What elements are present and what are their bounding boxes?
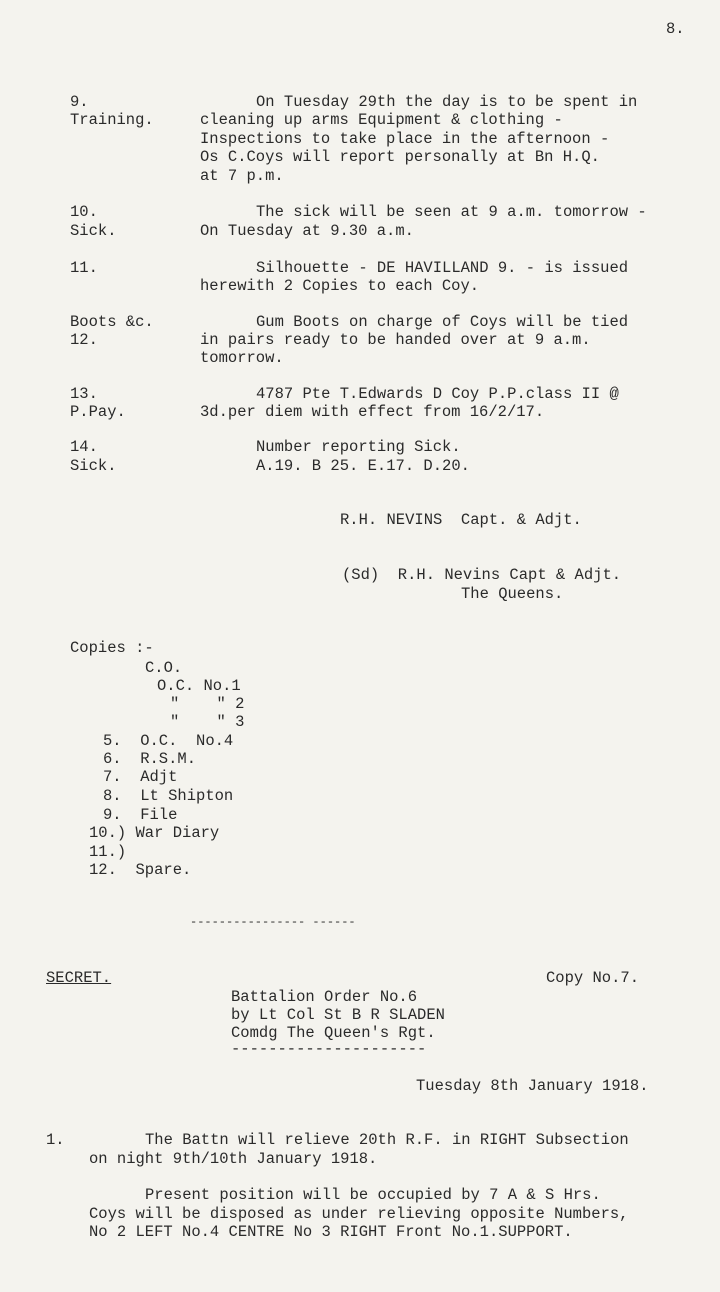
item-13-line-1: 4787 Pte T.Edwards D Coy P.P.class II @ [256,385,619,403]
page-number: 8. [666,20,685,38]
signature-line-1: R.H. NEVINS Capt. & Adjt. [340,511,582,529]
para-2-line-2: Coys will be disposed as under relieving opposite Numbers, [89,1205,629,1223]
item-12-line-3: tomorrow. [200,349,284,367]
copies-item: 12. Spare. [89,861,192,879]
signature-line-3: The Queens. [461,585,564,603]
item-13-heading: P.Pay. [70,403,126,421]
copies-item: 6. R.S.M. [103,750,197,768]
order-by: by Lt Col St B R SLADEN [231,1006,445,1024]
item-9-line-4: Os C.Coys will report personally at Bn H.Q. [200,148,600,166]
item-9-line-3: Inspections to take place in the afternoon - [200,130,610,148]
copy-number: Copy No.7. [546,969,640,987]
item-14-line-1: Number reporting Sick. [256,438,461,456]
item-14-line-2: A.19. B 25. E.17. D.20. [256,457,470,475]
copies-title: Copies :- [70,639,154,657]
copies-item: 11.) [89,843,127,861]
item-9-heading: Training. [70,111,154,129]
copies-item: " " 3 [170,713,245,731]
copies-item: C.O. [145,659,183,677]
item-9-line-1: On Tuesday 29th the day is to be spent in [256,93,638,111]
order-date: Tuesday 8th January 1918. [416,1077,649,1095]
copies-item: 9. File [103,806,178,824]
item-11-line-2: herewith 2 Copies to each Coy. [200,277,480,295]
item-13-number: 13. [70,385,98,403]
item-9-line-2: cleaning up arms Equipment & clothing - [200,111,563,129]
copies-item: 8. Lt Shipton [103,787,234,805]
item-14-heading: Sick. [70,457,117,475]
para-1-line-1: The Battn will relieve 20th R.F. in RIGHT Subsection [145,1131,629,1149]
copies-item: 10.) War Diary [89,824,220,842]
item-12-line-1: Gum Boots on charge of Coys will be tied [256,313,629,331]
signature-line-2: (Sd) R.H. Nevins Capt & Adjt. [342,566,622,584]
item-10-line-2: On Tuesday at 9.30 a.m. [200,222,414,240]
item-11-number: 11. [70,259,98,277]
copies-item: 7. Adjt [103,768,178,786]
para-1-line-2: on night 9th/10th January 1918. [89,1150,378,1168]
copies-item: 5. O.C. No.4 [103,732,234,750]
section-separator: ---------------- ------ [190,915,356,929]
secret-heading: SECRET. [46,969,112,987]
item-11-line-1: Silhouette - DE HAVILLAND 9. - is issued [256,259,629,277]
para-1-number: 1. [46,1131,65,1149]
item-14-number: 14. [70,438,98,456]
para-2-line-1: Present position will be occupied by 7 A & S Hrs. [145,1186,601,1204]
item-10-number: 10. [70,203,98,221]
order-comdg: Comdg The Queen's Rgt. [231,1024,436,1042]
order-title: Battalion Order No.6 [231,988,418,1006]
copies-item: O.C. No.1 [157,677,241,695]
item-12-line-2: in pairs ready to be handed over at 9 a.m. [200,331,591,349]
item-13-line-2: 3d.per diem with effect from 16/2/17. [200,403,545,421]
copies-item: " " 2 [170,695,245,713]
item-9-number: 9. [70,93,89,111]
item-12-number: 12. [70,331,98,349]
item-10-heading: Sick. [70,222,117,240]
order-underline: --------------------- [231,1040,427,1058]
para-2-line-3: No 2 LEFT No.4 CENTRE No 3 RIGHT Front No.1.SUPPORT. [89,1223,573,1241]
item-12-heading: Boots &c. [70,313,154,331]
item-9-line-5: at 7 p.m. [200,167,284,185]
item-10-line-1: The sick will be seen at 9 a.m. tomorrow - [256,203,647,221]
